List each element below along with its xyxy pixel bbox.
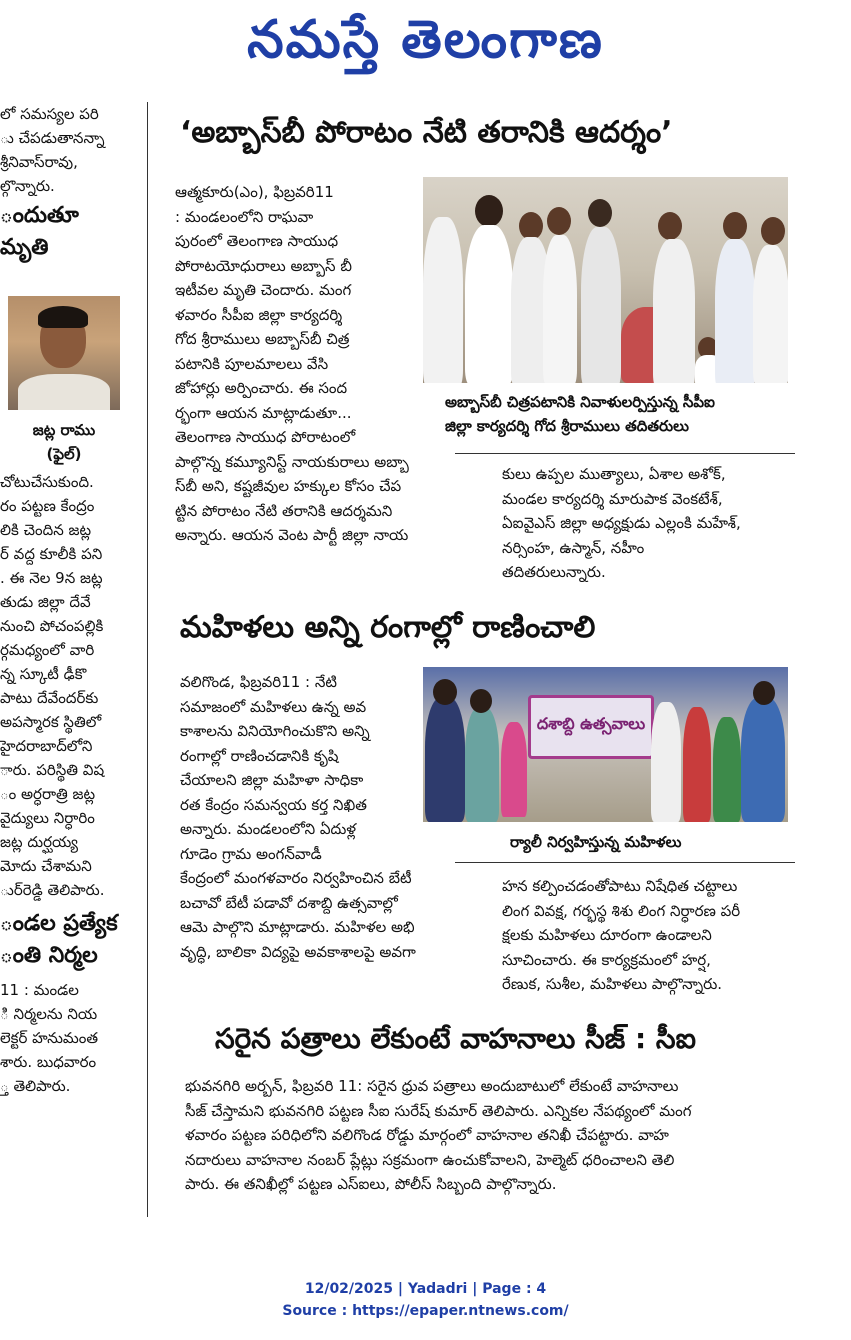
- article2-text-line: సమాజంలో మహిళలు ఉన్న అవ: [180, 697, 367, 716]
- article2-text-line: అన్నారు. మండలంలోని ఏదుళ్ల: [180, 820, 356, 838]
- left-text-line: ు చేపడుతానన్నా: [0, 129, 105, 147]
- left-lines-bottom: [0, 978, 140, 1098]
- article2-photo-caption: ర్యాలీ నిర్వహిస్తున్న మహిళలు: [510, 833, 682, 851]
- article1-text-line: పాల్గొన్న కమ్యూనిస్ట్ నాయకురాలు అబ్బా: [175, 452, 409, 471]
- left-lines-top: [0, 102, 140, 198]
- article3-text-line: పారు. ఈ తనిఖీల్లో పట్టణ ఎస్ఐలు, పోలీస్ సిబ్బంది పాల్గొన్నారు.: [185, 1175, 557, 1193]
- left-lines-middle: [0, 470, 140, 902]
- article3-body: [185, 1074, 795, 1197]
- left-text-line: ుర్‌రెడ్డి తెలిపారు.: [0, 881, 105, 899]
- article2-text-line: వృద్ధి, బాలికా విద్యపై అవకాశాలపై అవగా: [180, 942, 416, 961]
- article2-text-line: క్షలకు మహిళలు దూరంగా ఉండాలని: [502, 926, 712, 944]
- article1-caption-line-2: జిల్లా కార్యదర్శి గోద శ్రీరాములు తదితరులు: [445, 417, 689, 435]
- portrait-shirt: [18, 374, 110, 410]
- left-text-line: శ్రీనివాస్‌రావు,: [0, 153, 78, 171]
- article1-text-line: స్‌బీ అని, కష్టజీవుల హక్కుల కోసం చేప: [175, 477, 402, 495]
- portrait-photo: [8, 296, 120, 410]
- article3-text-line: భువనగిరి అర్బన్, ఫిబ్రవరి 11: సరైన ధ్రువ పత్రాలు అందుబాటులో లేకుంటే వాహనాలు: [185, 1077, 679, 1095]
- article2-banner-text: దశాబ్ది ఉత్సవాలు: [536, 714, 646, 733]
- left-text-line: ం అర్ధరాత్రి జట్ల: [0, 785, 96, 803]
- left-heading-line: ండల ప్రత్యేక: [0, 911, 118, 936]
- article1-text-line: ఆత్మకూరు(ఎం), ఫిబ్రవరి11: [175, 183, 334, 201]
- article3-text-line: సీజ్ చేస్తామని భువనగిరి పట్టణ సీఐ సురేష్ కుమార్ తెలిపారు. ఎన్నికల నేపథ్యంలో మంగ: [185, 1101, 692, 1120]
- left-text-line: 11 : మండల: [0, 981, 79, 999]
- article2-col1: [180, 670, 420, 964]
- article1-text-line: అన్నారు. ఆయన వెంట పార్టీ జిల్లా నాయ: [175, 526, 409, 544]
- article2-text-line: రేణుక, సుశీల, మహిళలు పాల్గొన్నారు.: [502, 975, 723, 993]
- article2-text-line: హన కల్పించడంతోపాటు నిషేధిత చట్టాలు: [502, 877, 738, 895]
- masthead-title: నమస్తే తెలంగాణ: [247, 9, 604, 70]
- left-heading: [0, 200, 140, 264]
- article2-headline: మహిళలు అన్ని రంగాల్లో రాణించాలి: [180, 610, 596, 645]
- footer-date-line: 12/02/2025 | Yadadri | Page : 4: [304, 1281, 547, 1297]
- article1-text-line: ర్భంగా ఆయన మాట్లాడుతూ...: [175, 403, 352, 422]
- article1-photo: [423, 177, 788, 383]
- left-text-line: లికి చెందిన జట్ల: [0, 521, 92, 539]
- article2-text-line: రంగాల్లో రాణించడానికి కృషి: [180, 746, 339, 765]
- left-text-line: ారు. పరిస్థితి విష: [0, 761, 105, 779]
- left-text-line: చోటుచేసుకుంది.: [0, 473, 94, 491]
- left-text-line: నుంచి పోచంపల్లికి: [0, 617, 104, 635]
- left-text-line: ర్ వద్ద కూలీకి పని: [0, 545, 103, 563]
- article1-text-line: పురంలో తెలంగాణ సాయుధ: [175, 232, 339, 250]
- left-text-line: జట్ల దుర్ఘయ్య: [0, 833, 78, 851]
- portrait-caption-name: జట్ల రాము: [32, 421, 96, 439]
- left-text-line: మోదు చేశామని: [0, 857, 92, 875]
- left-text-line: వైద్యులు నిర్ధారిం: [0, 809, 95, 827]
- article1-text-line: తెలంగాణ సాయుధ పోరాటంలో: [175, 428, 356, 446]
- left-text-line: రం పట్టణ కేంద్రం: [0, 497, 95, 515]
- article1-text-line: ఇటీవల మృతి చెందారు. మంగ: [175, 281, 352, 299]
- article1-text-line: జోహార్లు అర్పించారు. ఈ సంద: [175, 379, 348, 397]
- article1-text-line: ళవారం సీపీఐ జిల్లా కార్యదర్శి: [175, 305, 343, 324]
- article1-col1: [175, 180, 415, 548]
- left-text-line: శారు. బుధవారం: [0, 1053, 97, 1071]
- left-text-line: ్త తెలిపారు.: [0, 1077, 71, 1095]
- article2-banner: [528, 695, 654, 759]
- caption-rule-1: [455, 453, 795, 454]
- article2-text-line: వలిగొండ, ఫిబ్రవరి11 : నేటి: [180, 673, 337, 691]
- article2-text-line: చేయాలని జిల్లా మహిళా సాధికా: [180, 771, 364, 789]
- left-heading-line: ందుతూ: [0, 203, 79, 228]
- article1-col2: [502, 462, 792, 585]
- left-text-line: ల్గొన్నారు.: [0, 177, 55, 195]
- column-divider: [147, 102, 148, 1217]
- portrait-caption: [8, 418, 120, 466]
- left-text-line: . ఈ నెల 9న జట్ల: [0, 569, 103, 587]
- article1-text-line: : మండలంలోని రాఘవా: [175, 207, 314, 226]
- left-column: [0, 102, 140, 1212]
- article1-photo-caption: [445, 390, 715, 438]
- left-text-line: పాటు దేవేందర్‌కు: [0, 689, 99, 707]
- left-text-line: ి నిర్మలను నియ: [0, 1005, 98, 1023]
- left-text-line: న్న స్కూటీ ఢీకొ: [0, 665, 87, 683]
- article2-text-line: గూడెం గ్రామ అంగన్‌వాడీ: [180, 844, 322, 863]
- article2-col2: [502, 874, 792, 997]
- article1-text-line: గోద శ్రీరాములు అబ్బాస్‌బీ చిత్ర: [175, 330, 350, 348]
- article1-text-line: పోరాటయోధురాలు అబ్బాస్ బీ: [175, 256, 352, 275]
- left-text-line: లో సమస్యల పరి: [0, 105, 99, 123]
- left-text-line: హైదరాబాద్‌లోని: [0, 737, 93, 755]
- portrait-hair: [38, 306, 88, 328]
- article2-text-line: ఆమె పాల్గొని మాట్లాడారు. మహిళల అభి: [180, 918, 415, 936]
- left-text-line: ర్గమధ్యంలో వారి: [0, 641, 95, 659]
- footer: [0, 1278, 851, 1322]
- article2-text-line: లింగ వివక్ష, గర్భస్థ శిశు లింగ నిర్ధారణ పరీ: [502, 901, 741, 920]
- article1-headline: ‘అబ్బాస్‌బీ పోరాటం నేటి తరానికి ఆదర్శం’: [180, 115, 673, 150]
- article1-text-line: కులు ఉప్పల ముత్యాలు, ఏశాల అశోక్,: [502, 465, 726, 483]
- left-text-line: అపస్మారక స్థితిలో: [0, 713, 102, 731]
- article1-text-line: నర్సింహ, ఉస్మాన్, నహీం: [502, 538, 645, 557]
- article3-headline: సరైన పత్రాలు లేకుంటే వాహనాలు సీజ్ : సీఐ: [215, 1022, 696, 1055]
- left-heading-line: ంతి నిర్మల: [0, 943, 98, 968]
- article3-text-line: నదారులు వాహనాల నంబర్ ప్లేట్లు సక్రమంగా ఉంచుకోవాలని, హెల్మెట్ ధరించాలని తెలి: [185, 1150, 675, 1169]
- footer-source-line: Source : https://epaper.ntnews.com/: [282, 1303, 569, 1319]
- left-heading-2: [0, 908, 140, 972]
- left-text-line: తుడు జిల్లా దేవే: [0, 593, 91, 611]
- article1-caption-line-1: అబ్బాస్‌బీ చిత్రపటానికి నివాళులర్పిస్తున్న సీపీఐ: [445, 393, 715, 411]
- article1-text-line: ఏఐవైఎస్ జిల్లా అధ్యక్షుడు ఎల్లంకి మహేశ్,: [502, 514, 741, 532]
- article1-text-line: పటానికి పూలమాలలు వేసి: [175, 354, 329, 373]
- article2-text-line: సూచించారు. ఈ కార్యక్రమంలో హర్ష,: [502, 950, 711, 969]
- article2-text-line: కాశాలను వినియోగించుకొని అన్ని: [180, 722, 370, 740]
- article1-text-line: మండల కార్యదర్శి మారుపాక వెంకటేశ్,: [502, 489, 723, 508]
- article1-text-line: తదితరులున్నారు.: [502, 563, 606, 581]
- article1-text-line: ట్టిన పోరాటం నేటి తరానికి ఆదర్శమని: [175, 501, 393, 520]
- article2-text-line: బచావో బేటీ పడావో దశాబ్ది ఉత్సవాల్లో: [180, 893, 398, 912]
- article2-photo: [423, 667, 788, 822]
- portrait-caption-note: (ఫైల్): [46, 445, 82, 463]
- article2-text-line: కేంద్రంలో మంగళవారం నిర్వహించిన బేటీ: [180, 869, 412, 887]
- left-heading-line: మృతి: [0, 235, 49, 260]
- left-text-line: లెక్టర్ హనుమంత: [0, 1029, 99, 1047]
- caption-rule-2: [455, 862, 795, 863]
- article2-text-line: రత కేంద్రం సమన్వయ కర్త నిఖిత: [180, 795, 367, 814]
- article3-text-line: ళవారం పట్టణ పరిధిలోని వలిగొండ రోడ్డు మార్గంలో వాహనాల తనిఖీ చేపట్టారు. వాహ: [185, 1126, 669, 1144]
